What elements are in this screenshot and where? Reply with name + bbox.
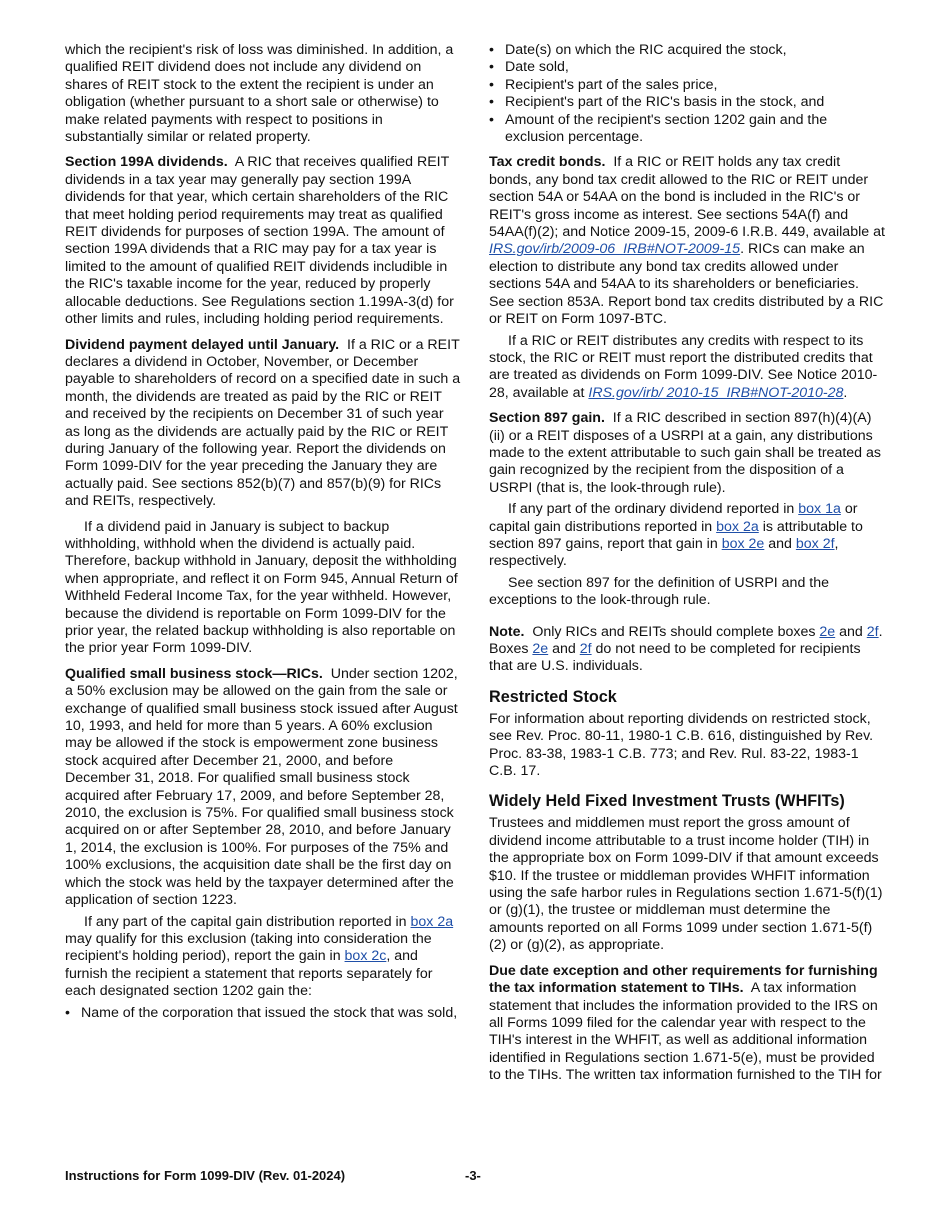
capital-gain-paragraph: If any part of the capital gain distribution reported in box 2a may qualify for this exclusion (taking into consideration the recipient's holding period), report the gain in box 2c, and furnish the recipient a statement that reports separately for each designated section 1202 gain the: [65,913,454,1000]
notice-2009-15-link[interactable]: IRS.gov/irb/2009-06_IRB#NOT-2009-15 [489,241,741,258]
run-in-heading: Tax credit bonds. [489,154,606,171]
box-2f-link[interactable]: 2f [866,623,879,640]
see-897-paragraph: See section 897 for the definition of USRPI and the exceptions to the look-through rule. [489,574,829,609]
box-2e-link[interactable]: box 2e [721,535,765,552]
run-in-heading: Section 897 gain. [489,410,605,427]
list-item: • Name of the corporation that issued the stock that was sold, [65,1005,462,1022]
ordinary-dividend-paragraph: If any part of the ordinary dividend reported in box 1a or capital gain distributions reported in box 2a is attributable to section 897 gains, report that gain in box 2e and box 2f, respectively. [489,501,863,570]
statement-bullet-list-continued [489,42,886,146]
run-in-heading: Qualified small business stock—RICs. [65,665,323,682]
section-199a-paragraph: Section 199A dividends. A RIC that receives qualified REIT dividends in a tax year may generally pay section 199A dividends for that year, which certain shareholders of the RIC that meet holding period requirements may treat as qualified REIT dividends for purposes of section 199A. The amount of section 199A dividends that a RIC may pay for a tax year is limited to the amount of qualified REIT dividends includible in the RIC's taxable income for the year, reduced by properly allocable deductions. See Regulations section 1.199A-3(d) for other limits and rules, including holding period requirements. [65,154,454,328]
paragraph-continued: which the recipient's risk of loss was diminished. In addition, a qualified REIT dividend does not include any dividend on shares of REIT stock to the extent the recipient is under an obligation (whether pursuant to a short sale or otherwise) to make related payments with respect to positions in substantially similar or related property. [65,42,454,146]
list-item: • Date(s) on which the RIC acquired the stock, [489,42,886,59]
right-column [489,42,886,1093]
box-2e-link[interactable]: 2e [819,623,836,640]
run-in-heading: Section 199A dividends. [65,154,228,171]
form-label: Instructions for Form 1099-DIV (Rev. 01-2024) [65,1168,346,1183]
page-footer [65,1168,886,1186]
tax-credit-bonds-paragraph: Tax credit bonds. If a RIC or REIT holds any tax credit bonds, any bond tax credit allowed to the RIC or REIT under section 54A or 54AA on the bond is included in the RIC's or REIT's gross income as interest. See sections 54A(f) and 54AA(f)(2); and Notice 2009-15, 2009-6 I.R.B. 449, available at IRS.gov/irb/2009-06_IRB#NOT-2009-15. RICs can make an election to distribute any bond tax credits allowed under sections 54A and 54AA to its shareholders or beneficiaries. See section 853A. Report bond tax credits distributed by a RIC or REIT on Form 1097-BTC. [489,154,885,328]
box-2a-link[interactable]: box 2a [410,913,454,930]
note-label: Note. [489,623,525,640]
dividend-delayed-paragraph: Dividend payment delayed until January. If a RIC or a REIT declares a dividend in October, November, or December payable to shareholders of record on a specified date in such a month, the dividends are treated as paid by the RIC or REIT and received by the recipients on December 31 of such year as long as the dividends are actually paid by the RIC or REIT during January of the following year. Report the dividends on Form 1099-DIV for the year preceding the January they are actually paid. See sections 852(b)(7) and 857(b)(9) for RICs and REITs, respectively. [65,336,461,510]
box-1a-link[interactable]: box 1a [798,501,841,518]
distributed-credits-paragraph: If a RIC or REIT distributes any credits with respect to its stock, the RIC or REIT must report the distributed credits that are treated as dividends on Form 1099-DIV. See Notice 2010-28, available at IRS.gov/irb/ 2010-15_IRB#NOT-2010-28. [489,332,878,401]
run-in-heading: Due date exception and other requirements for furnishing the tax information statement to TIHs. [489,962,878,997]
list-item: • Recipient's part of the RIC's basis in the stock, and [489,94,886,111]
page-number: -3- [465,1168,481,1183]
restricted-stock-heading: Restricted Stock [489,687,617,706]
list-item: • Amount of the recipient's section 1202 gain and the exclusion percentage. [489,112,886,147]
left-column [65,42,462,1022]
note-paragraph: Note. Only RICs and REITs should complete boxes 2e and 2f. Boxes 2e and 2f do not need to be completed for recipients that are U.S. individuals. [489,623,883,675]
box-2f-link[interactable]: box 2f [795,535,835,552]
list-item: • Recipient's part of the sales price, [489,77,886,94]
due-date-paragraph: Due date exception and other requirements for furnishing the tax information statement to TIHs. A tax information statement that includes the information provided to the IRS on all Forms 1099 filed for the calendar year with respect to the TIH's interest in the WHFIT, as well as additional information identified in Regulations section 1.671-5(e), must be provided to the TIHs. The written tax information furnished to the TIH for [489,962,882,1084]
whfit-paragraph: Trustees and middlemen must report the gross amount of dividend income attributable to a trust income holder (TIH) in the appropriate box on Form 1099-DIV if that amount exceeds $10. If the trustee or middleman provides WHFIT information using the safe harbor rules in Regulations section 1.671-5(f)(1) or (g)(1), the trustee or middleman must determine the amounts reported on all Forms 1099 under section 1.671-5(f)(2) or (g)(2), as appropriate. [489,815,883,954]
qsbs-paragraph: Qualified small business stock—RICs. Under section 1202, a 50% exclusion may be allowed on the gain from the sale or exchange of qualified small business stock issued after August 10, 1993, and held for more than 5 years. A 60% exclusion may be allowed if the stock is empowerment zone business stock acquired after December 21, 2000, and before December 31, 2018. For qualified small business stock acquired after February 17, 2009, and before September 28, 2010, the exclusion is 75%. For qualified small business stock acquired on or after September 28, 2010, and before January 1, 2014, the exclusion is 100%. For purposes of the 75% and 100% exclusions, the acquisition date shall be the first day on which the stock was held by the taxpayer determined after the application of section 1223. [65,665,458,909]
notice-2010-28-link[interactable]: IRS.gov/irb/ 2010-15_IRB#NOT-2010-28 [588,384,844,401]
section-897-paragraph: Section 897 gain. If a RIC described in section 897(h)(4)(A)(ii) or a REIT disposes of a USRPI at a gain, any distributions made to the extent attributable to such gain shall be treated as gain recognized by the recipient from the disposition of a USRPI (that is, the look-through rule). [489,410,881,496]
whfit-heading: Widely Held Fixed Investment Trusts (WHFITs) [489,792,845,811]
box-2a-link[interactable]: box 2a [716,518,759,535]
backup-withholding-paragraph: If a dividend paid in January is subject to backup withholding, withhold when the dividend is actually paid. Therefore, backup withhold in January, deposit the withholding when appropriate, and reflect it on Form 945, Annual Return of Withheld Federal Income Tax, for the year withheld. However, because the dividend is reportable on Form 1099-DIV for the prior year, the related backup withholding is also reportable on the prior year Form 1099-DIV. [65,518,458,657]
box-2f-link[interactable]: 2f [579,641,592,657]
list-item: • Date sold, [489,59,886,76]
restricted-stock-paragraph: For information about reporting dividends on restricted stock, see Rev. Proc. 80-11, 1980-1 C.B. 616, distinguished by Rev. Proc. 83-38, 1983-1 C.B. 773; and Rev. Rul. 83-22, 1983-1 C.B. 17. [489,710,874,780]
box-2e-link[interactable]: 2e [532,641,549,657]
box-2c-link[interactable]: box 2c [344,948,387,965]
run-in-heading: Dividend payment delayed until January. [65,336,340,353]
statement-bullet-list [65,1005,462,1022]
